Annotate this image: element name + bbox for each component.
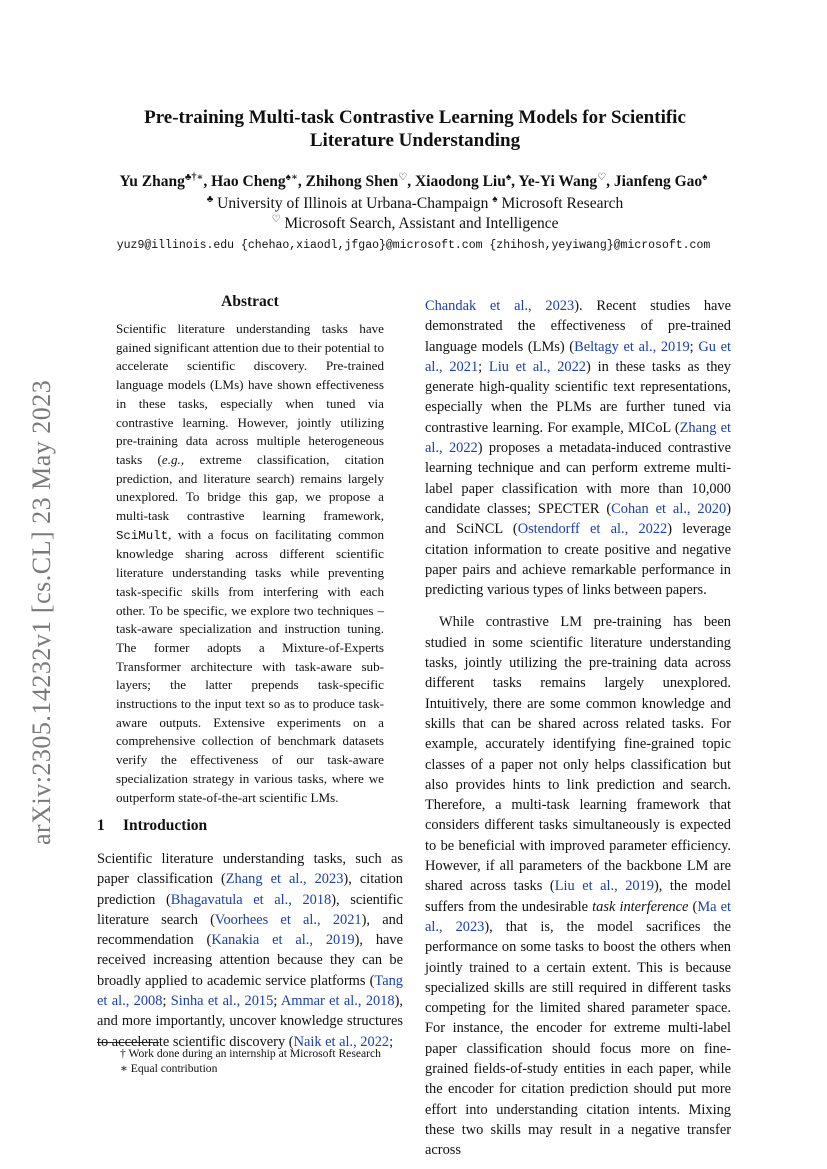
abstract-paragraph	[116, 320, 384, 807]
text-segment: ;	[162, 993, 171, 1010]
citation-link[interactable]: Kanakia et al., 2019	[211, 932, 355, 949]
heart-mark: ♡	[271, 213, 281, 225]
citation-link[interactable]: Naik et al., 2022	[293, 1033, 390, 1050]
author-affiliation-mark: ♡	[597, 171, 607, 183]
author-name: Jianfeng Gao	[613, 173, 703, 190]
author-affiliation-mark: ♠	[505, 171, 512, 183]
section-title: Introduction	[123, 817, 208, 834]
citation-link[interactable]: Ostendorff et al., 2022	[517, 521, 668, 538]
text-segment: ), have received increasing attention because they can be broadly applied to academic service platforms (	[97, 932, 404, 989]
affiliation-line-1	[80, 194, 750, 214]
text-segment: ), and more importantly, uncover knowledge structures to accelerate scientific discovery (	[97, 993, 403, 1050]
citation-link[interactable]: Ma et al., 2023	[425, 898, 731, 935]
text-segment: ) proposes a metadata-induced contrastive learning technique and can perform extreme multi-label paper classification with more than 10,000 candidate classes; SPECTER (	[425, 440, 731, 517]
affiliation-line-2	[80, 214, 750, 234]
paper-title	[80, 106, 750, 152]
citation-link[interactable]: Sinha et al., 2015	[170, 993, 274, 1010]
footnote-rule	[97, 1042, 159, 1043]
footnotes	[120, 1046, 410, 1076]
right-paragraph-1	[425, 296, 731, 600]
affiliation-ms-search: Microsoft Search, Assistant and Intelligence	[280, 215, 559, 232]
author-separator: ,	[511, 173, 519, 190]
text-segment: While contrastive LM pre-training has been studied in some scientific literature understanding tasks, jointly utilizing the pre-training data across different tasks remains largely unexplored. Intuitively, there are some common knowledge and skills that can be shared across related tasks. For example, accurately identifying fine-grained topic classes of a paper not only helps classification but also provides hints to link prediction and search. Therefore, a multi-task learning framework that considers different tasks simultaneously is expected to be beneficial with improved parameter efficiency. However, if all parameters of the backbone LM are shared across tasks (	[425, 614, 731, 895]
author-name: Xiaodong Liu	[414, 173, 506, 190]
citation-link[interactable]: Gu et al., 2021	[425, 338, 731, 375]
citation-link[interactable]: Cohan et al., 2020	[611, 500, 727, 517]
author-affiliation-mark: ♠∗	[285, 171, 298, 183]
text-segment: ) and SciNCL (	[425, 500, 731, 538]
author-separator: ,	[203, 173, 212, 190]
text-segment: , with a focus on facilitating common knowledge sharing across different scientific literature understanding tasks while preventing task-specific skills from interfering with each other. To be specific, we explore two techniques – task-aware specialization and instruction tuning. The former adopts a Mixture-of-Experts Transformer architecture with task-aware sub-layers; the latter prepends task-specific instructions to the input text so as to produce task-aware outputs. Extensive experiments on a comprehensive collection of benchmark datasets verify the effectiveness of our task-aware specialization strategy in various tasks, where we outperform state-of-the-art scientific LMs.	[116, 526, 384, 805]
text-segment: ), and recommendation (	[97, 911, 404, 949]
author-emails: yuz9@illinois.edu {chehao,xiaodl,jfgao}@microsoft.com {zhihosh,yeyiwang}@microsoft.com	[116, 239, 711, 252]
author-name: Zhihong Shen	[305, 173, 399, 190]
emphasis-text: task interference	[592, 898, 689, 915]
author-name: Hao Cheng	[211, 173, 286, 190]
author-affiliation-mark: ♡	[398, 171, 408, 183]
citation-link[interactable]: Liu et al., 2022	[488, 358, 586, 375]
text-segment: ), scientific literature search (	[97, 891, 404, 928]
text-segment: ), citation prediction (	[97, 871, 403, 908]
text-segment: ;	[389, 1033, 394, 1050]
footnote-internship: † Work done during an internship at Microsoft Research	[120, 1047, 381, 1060]
text-segment: Scientific literature understanding tasks, such as paper classification (	[97, 851, 403, 888]
citation-link[interactable]: Tang et al., 2008	[97, 972, 403, 1010]
text-segment: ), the model suffers from the undesirable	[425, 878, 732, 915]
title-line-1: Pre-training Multi-task Contrastive Learning Models for Scientific	[144, 107, 686, 128]
abstract-body	[116, 320, 384, 807]
author-separator: ,	[606, 173, 614, 190]
section-number: 1	[97, 817, 105, 834]
affiliation-msr: Microsoft Research	[497, 195, 624, 212]
text-segment: ) in these tasks as they generate high-quality scientific text representations, especially when the PLMs are further tuned via contrastive learning. For example, MICoL (	[425, 358, 731, 436]
text-segment: ;	[689, 338, 699, 355]
citation-link[interactable]: Beltagy et al., 2019	[574, 338, 690, 355]
arxiv-identifier: arXiv:2305.14232v1 [cs.CL] 23 May 2023	[27, 379, 56, 845]
citation-link[interactable]: Chandak et al., 2023	[425, 298, 575, 314]
text-segment: ). Recent studies have demonstrated the effectiveness of pre-trained language models (LMs) (	[425, 298, 731, 355]
emphasis-text: e.g.,	[161, 451, 185, 467]
footnote-equal-contribution: ∗ Equal contribution	[120, 1062, 218, 1075]
title-line-2: Literature Understanding	[309, 130, 521, 151]
introduction-body	[97, 849, 403, 1052]
author-name: Yu Zhang	[119, 173, 185, 190]
section-heading-introduction	[97, 816, 207, 836]
citation-link[interactable]: Voorhees et al., 2021	[214, 911, 362, 928]
abstract-section	[97, 292, 403, 807]
affiliation-uiuc: University of Illinois at Urbana-Champaign	[213, 195, 493, 212]
text-segment: ) leverage citation information to create positive and negative paper pairs and achieve remarkable performance in predicting various types of links between papers.	[425, 521, 731, 599]
introduction-paragraph-1	[97, 849, 403, 1052]
citation-link[interactable]: Ammar et al., 2018	[280, 993, 395, 1010]
author-name: Ye-Yi Wang	[518, 173, 598, 190]
citation-link[interactable]: Zhang et al., 2023	[225, 871, 344, 888]
text-segment: Scientific literature understanding tasks have gained significant attention due to their potential to accelerate scientific discovery. Pre-trained language models (LMs) have shown effectiveness in these tasks, especially when tuned via contrastive learning. However, jointly utilizing pre-training data across multiple heterogeneous tasks (	[116, 321, 384, 467]
citation-link[interactable]: Liu et al., 2019	[554, 878, 655, 895]
author-affiliation-mark: ♣†∗	[184, 171, 204, 183]
text-segment: ;	[478, 358, 489, 375]
author-affiliation-mark: ♠	[702, 171, 708, 183]
author-list	[50, 172, 777, 192]
text-segment: ;	[273, 993, 281, 1010]
citation-link[interactable]: Zhang et al., 2022	[425, 419, 731, 457]
text-segment: extreme classification, citation prediction, and literature search) remains largely unexplored. To bridge this gap, we propose a multi-task contrastive learning framework,	[116, 451, 384, 524]
abstract-heading: Abstract	[221, 293, 279, 310]
right-column	[425, 296, 731, 1160]
right-paragraph-2	[425, 612, 731, 1160]
text-segment: (	[688, 898, 698, 915]
text-segment: ), that is, the model sacrifices the performance on some tasks to boost the others when jointly trained to a certain extent. This is because specialized skills are still required in different tasks competing for the limited shared parameter space. For instance, the encoder for extreme multi-label paper classification should focus more on fine-grained fields-of-study entities in each paper, while the encoder for citation prediction should put more effort into understanding citation intents. Mixing these two skills may result in a negative transfer across	[425, 918, 731, 1159]
citation-link[interactable]: Bhagavatula et al., 2018	[170, 891, 332, 908]
club-mark: ♣	[206, 193, 214, 205]
author-separator: ,	[407, 173, 415, 190]
author-separator: ,	[297, 173, 306, 190]
method-name: SciMult	[116, 528, 169, 543]
spade-mark: ♠	[492, 193, 498, 205]
